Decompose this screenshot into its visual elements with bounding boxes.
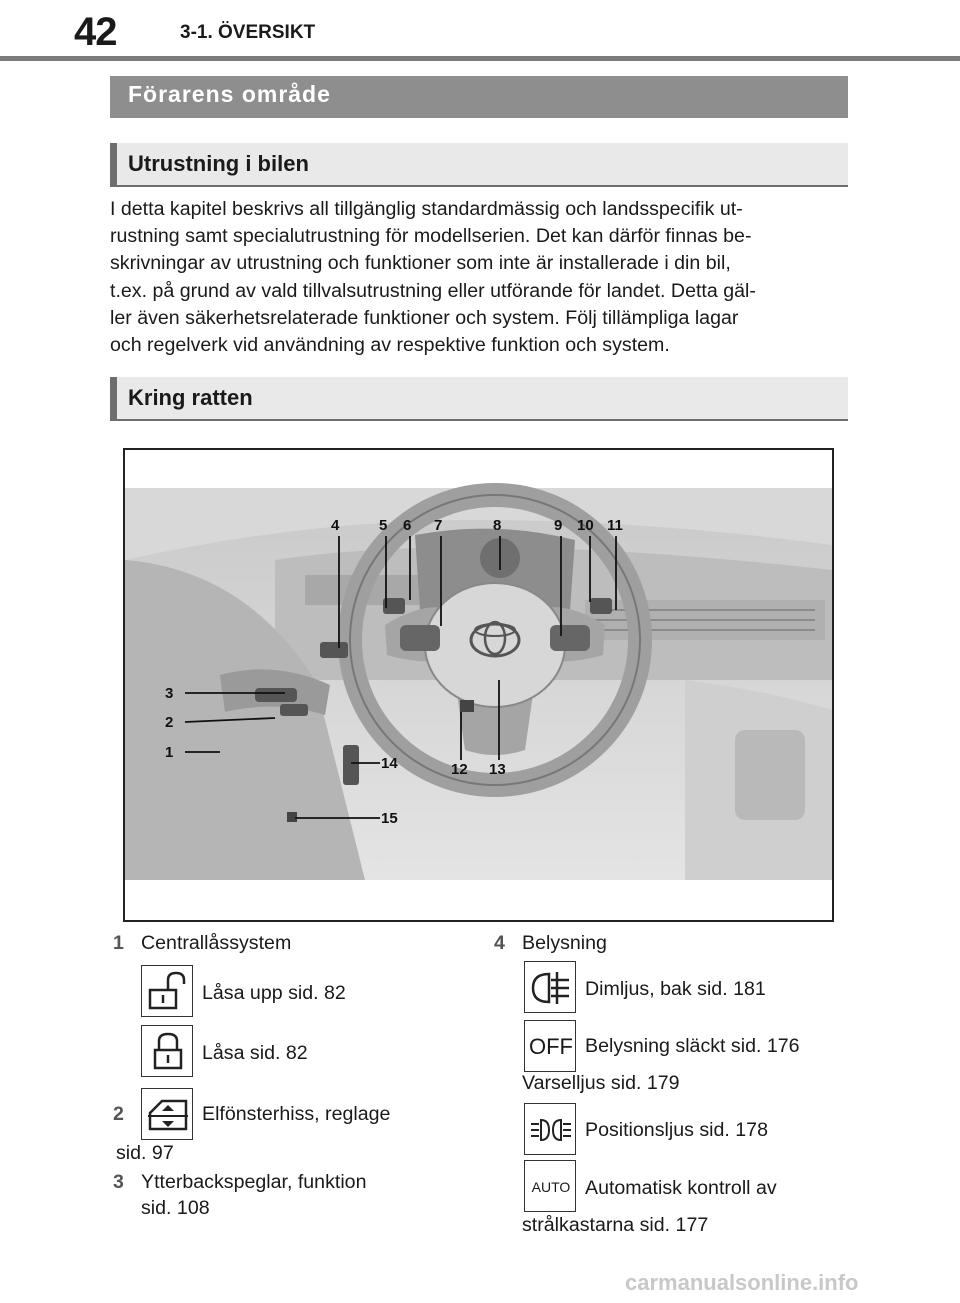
intro-line: och regelverk vid användning av respektive funktion och system. [110,334,670,357]
cockpit-illustration [125,450,832,920]
item-label: Ytterbackspeglar, funktion [141,1171,367,1193]
callout-13: 13 [489,761,506,778]
window-switch-page: sid. 97 [116,1142,174,1164]
callout-14: 14 [381,755,398,772]
intro-line: I detta kapitel beskrivs all tillgänglig standardmässig och landsspecifik ut- [110,198,743,220]
item-3 [113,1169,366,1195]
intro-line: skrivningar av utrustning och funktioner som inte är installerade i din bil, [110,252,731,275]
lock-icon [141,1025,193,1077]
lights-off-icon [524,1020,576,1072]
item-1 [113,930,291,956]
header-rule [0,56,960,61]
callout-2: 2 [165,714,174,731]
callout-15: 15 [381,810,398,827]
intro-line: t.ex. på grund av vald tillvalsutrustning eller utförande för landet. Detta gäl- [110,279,756,302]
callout-12: 12 [451,761,468,778]
steering-title: Kring ratten [128,385,253,410]
item-number: 2 [113,1103,124,1125]
callout-7: 7 [434,517,443,534]
callout-4: 4 [331,517,340,534]
item-label: Centrallåssystem [141,932,292,954]
watermark: carmanualsonline.info [625,1270,859,1295]
section-bar-equipment [110,143,848,187]
chapter-title: 3-1. ÖVERSIKT [180,22,316,43]
section-accent [110,377,117,419]
item-number: 1 [113,932,124,954]
callout-5: 5 [379,517,388,534]
off-text: Belysning släckt sid. 176 [585,1035,800,1057]
item-label: Belysning [522,932,607,954]
item-2-number [113,1101,141,1127]
callout-10: 10 [577,517,594,534]
rear-fog-light-icon [524,961,576,1013]
steering-wheel-figure [123,448,834,922]
item-number: 4 [494,932,505,954]
page-number: 42 [74,10,117,54]
callout-11: 11 [607,517,623,534]
mirror-page: sid. 108 [141,1197,210,1219]
callout-9: 9 [554,517,563,534]
unlock-text: Låsa upp sid. 82 [202,982,346,1004]
section-accent [110,143,117,185]
equipment-title: Utrustning i bilen [128,151,309,176]
auto-text-continued: strålkastarna sid. 177 [522,1214,709,1236]
window-switch-text: Elfönsterhiss, reglage [202,1103,391,1125]
auto-light-icon [524,1160,576,1212]
parking-light-icon [524,1103,576,1155]
item-4 [494,930,607,956]
fog-text: Dimljus, bak sid. 181 [585,978,766,1000]
lock-text: Låsa sid. 82 [202,1042,308,1064]
section-bar-main [110,76,848,118]
callout-6: 6 [403,517,412,534]
page-header [0,0,960,62]
intro-paragraph [110,196,840,359]
intro-line: ler även säkerhetsrelaterade funktioner och system. Följ tillämpliga lagar [110,306,739,329]
section-bar-steering [110,377,848,421]
drl-text: Varselljus sid. 179 [522,1072,680,1094]
auto-text: Automatisk kontroll av [585,1177,777,1199]
item-number: 3 [113,1171,124,1193]
auto-label: AUTO [531,1179,571,1195]
parking-text: Positionsljus sid. 178 [585,1119,768,1141]
window-switch-icon [141,1088,193,1140]
callout-8: 8 [493,517,502,534]
main-title: Förarens område [128,81,331,107]
callout-3: 3 [165,685,174,702]
off-label: OFF [529,1034,573,1059]
callout-1: 1 [165,744,174,761]
unlock-icon [141,965,193,1017]
intro-line: rustning samt specialutrustning för modellserien. Det kan därför finnas be- [110,225,752,248]
